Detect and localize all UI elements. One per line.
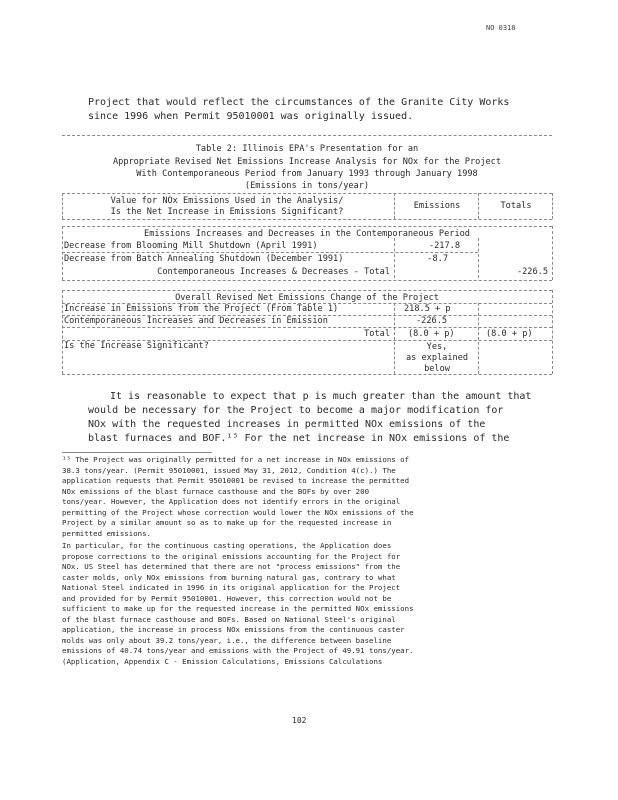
footnote-line-5: tons/year. However, the Application does not identify errors in the original bbox=[62, 497, 401, 506]
table-title-line-3: With Contemporaneous Period from January 1993 through January 1998 bbox=[136, 169, 478, 179]
footnote-line-14: and provided for by Permit 95010001. However, this correction would not be bbox=[62, 594, 392, 603]
footnote-line-2: 38.3 tons/year. (Permit 95010001, issued May 31, 2012, Condition 4(c).) The bbox=[62, 466, 396, 475]
footnote-line-13: National Steel indicated in 1996 in its original application for the Project bbox=[62, 583, 401, 592]
page-number: 102 bbox=[292, 716, 307, 725]
section1-row-1-emissions: -217.8 bbox=[428, 241, 460, 251]
section1-row-2-emissions: -8.7 bbox=[427, 254, 448, 264]
footnote-line-19: emissions of 40.74 tons/year and emissions with the Project of 49.91 tons/year. bbox=[62, 646, 414, 655]
footnote-line-8: permitted emissions. bbox=[62, 529, 151, 538]
header-divider-1 bbox=[394, 193, 395, 219]
footnote-line-11: NOx. US Steel has determined that there are not "process emissions" from the bbox=[62, 562, 401, 571]
table-title-line-1: Table 2: Illinois EPA's Presentation for an bbox=[195, 144, 419, 154]
section2-right-rule bbox=[552, 290, 553, 374]
significance-answer-line-2: as explained bbox=[405, 353, 469, 363]
table-top-rule bbox=[62, 135, 552, 136]
footnote-line-16: of the blast furnace casthouse and BOFs. Based on National Steel's original bbox=[62, 615, 396, 624]
header-divider-2 bbox=[478, 193, 479, 219]
section2-row-1-emissions: 218.5 + p bbox=[404, 304, 451, 314]
table-bottom-rule bbox=[62, 374, 552, 375]
section1-bottom-rule bbox=[62, 280, 552, 281]
col-header-totals: Totals bbox=[500, 201, 532, 211]
footnote-line-15: sufficient to make up for the requested increase in the permitted NOx emissions bbox=[62, 604, 414, 613]
footnote-line-20: (Application, Appendix C - Emission Calculations, Emissions Calculations bbox=[62, 657, 383, 666]
col-header-values-line-2: Is the Net Increase in Emissions Significant? bbox=[110, 207, 344, 217]
footnote-separator bbox=[62, 452, 212, 453]
section2-total-emissions: (8.0 + p) bbox=[408, 329, 455, 339]
footnote-line-17: application, the increase in process NOx emissions from the continuous caster bbox=[62, 625, 405, 634]
section1-right-rule bbox=[552, 226, 553, 280]
section1-total-value: -226.5 bbox=[516, 267, 548, 277]
footnote-line-4: NOx emissions of the blast furnace casthouse and the BOFs by over 200 bbox=[62, 487, 370, 496]
section1-total-label: Contemporaneous Increases & Decreases - Total bbox=[157, 267, 390, 277]
section1-header: Emissions Increases and Decreases in the Contemporaneous Period bbox=[144, 229, 470, 239]
section1-divider-2 bbox=[478, 238, 479, 278]
significance-question: Is the Increase Significant? bbox=[64, 341, 209, 351]
section2-top-rule bbox=[62, 290, 552, 291]
section1-top-rule bbox=[62, 226, 552, 227]
footnote-line-1: ¹⁵ The Project was originally permitted for a net increase in NOx emissions of bbox=[62, 455, 410, 464]
footnote-line-7: Project by a similar amount so as to make up for the requested increase in bbox=[62, 518, 392, 527]
intro-line-1: Project that would reflect the circumstances of the Granite City Works bbox=[88, 97, 510, 108]
section2-left-rule bbox=[62, 290, 63, 374]
footnote-line-18: molds was only about 39.2 tons/year, i.e., the difference between baseline bbox=[62, 636, 392, 645]
body-line-4: blast furnaces and BOF.¹⁵ For the net increase in NOx emissions of the bbox=[88, 433, 510, 444]
section2-divider-2 bbox=[478, 303, 479, 374]
footnote-line-12: caster molds, only NOx emissions from burning natural gas, contrary to what bbox=[62, 573, 396, 582]
section2-header: Overall Revised Net Emissions Change of the Project bbox=[175, 293, 439, 303]
table-title-line-4: (Emissions in tons/year) bbox=[244, 181, 370, 191]
footnote-line-3: application requests that Permit 95010001 be revised to increase the permitted bbox=[62, 476, 410, 485]
section2-total-value: (8.0 + p) bbox=[486, 329, 533, 339]
table-title-line-2: Appropriate Revised Net Emissions Increase Analysis for NOx for the Project bbox=[112, 157, 502, 167]
section1-row-2-label: Decrease from Batch Annealing Shutdown (December 1991) bbox=[64, 254, 344, 264]
body-line-2: would be necessary for the Project to become a major modification for bbox=[88, 405, 504, 416]
header-left-rule bbox=[62, 193, 63, 219]
col-header-emissions: Emissions bbox=[413, 201, 461, 211]
document-id: NO 0318 bbox=[486, 24, 516, 32]
significance-answer-line-1: Yes, bbox=[426, 342, 448, 352]
col-header-values-line-1: Value for NOx Emissions Used in the Analysis/ bbox=[110, 196, 344, 206]
header-bottom-rule bbox=[62, 219, 552, 220]
section1-divider-1 bbox=[394, 238, 395, 278]
footnote-line-9: In particular, for the continuous casting operations, the Application does bbox=[62, 541, 392, 550]
footnote-line-6: permitting of the Project whose correction would lower the NOx emissions of the bbox=[62, 508, 414, 517]
significance-answer-line-3: below bbox=[424, 364, 450, 374]
section2-row-1-label: Increase in Emissions from the Project (From Table 1) bbox=[64, 304, 339, 314]
body-line-1: It is reasonable to expect that p is much greater than the amount that bbox=[110, 391, 532, 402]
section2-row-2-label: Contemporaneous Increases and Decreases in Emission bbox=[64, 316, 328, 326]
section2-row-2-emissions: -226.5 bbox=[416, 316, 448, 326]
intro-line-2: since 1996 when Permit 95010001 was originally issued. bbox=[88, 111, 414, 122]
header-right-rule bbox=[552, 193, 553, 219]
section2-divider-1 bbox=[394, 303, 395, 374]
body-line-3: NOx with the requested increases in permitted NOx emissions of the bbox=[88, 419, 486, 430]
footnote-line-10: propose corrections to the original emissions accounting for the Project for bbox=[62, 552, 401, 561]
section2-total-label: Total bbox=[364, 329, 390, 339]
section1-row-1-label: Decrease from Blooming Mill Shutdown (April 1991) bbox=[64, 241, 318, 251]
section1-left-rule bbox=[62, 226, 63, 280]
